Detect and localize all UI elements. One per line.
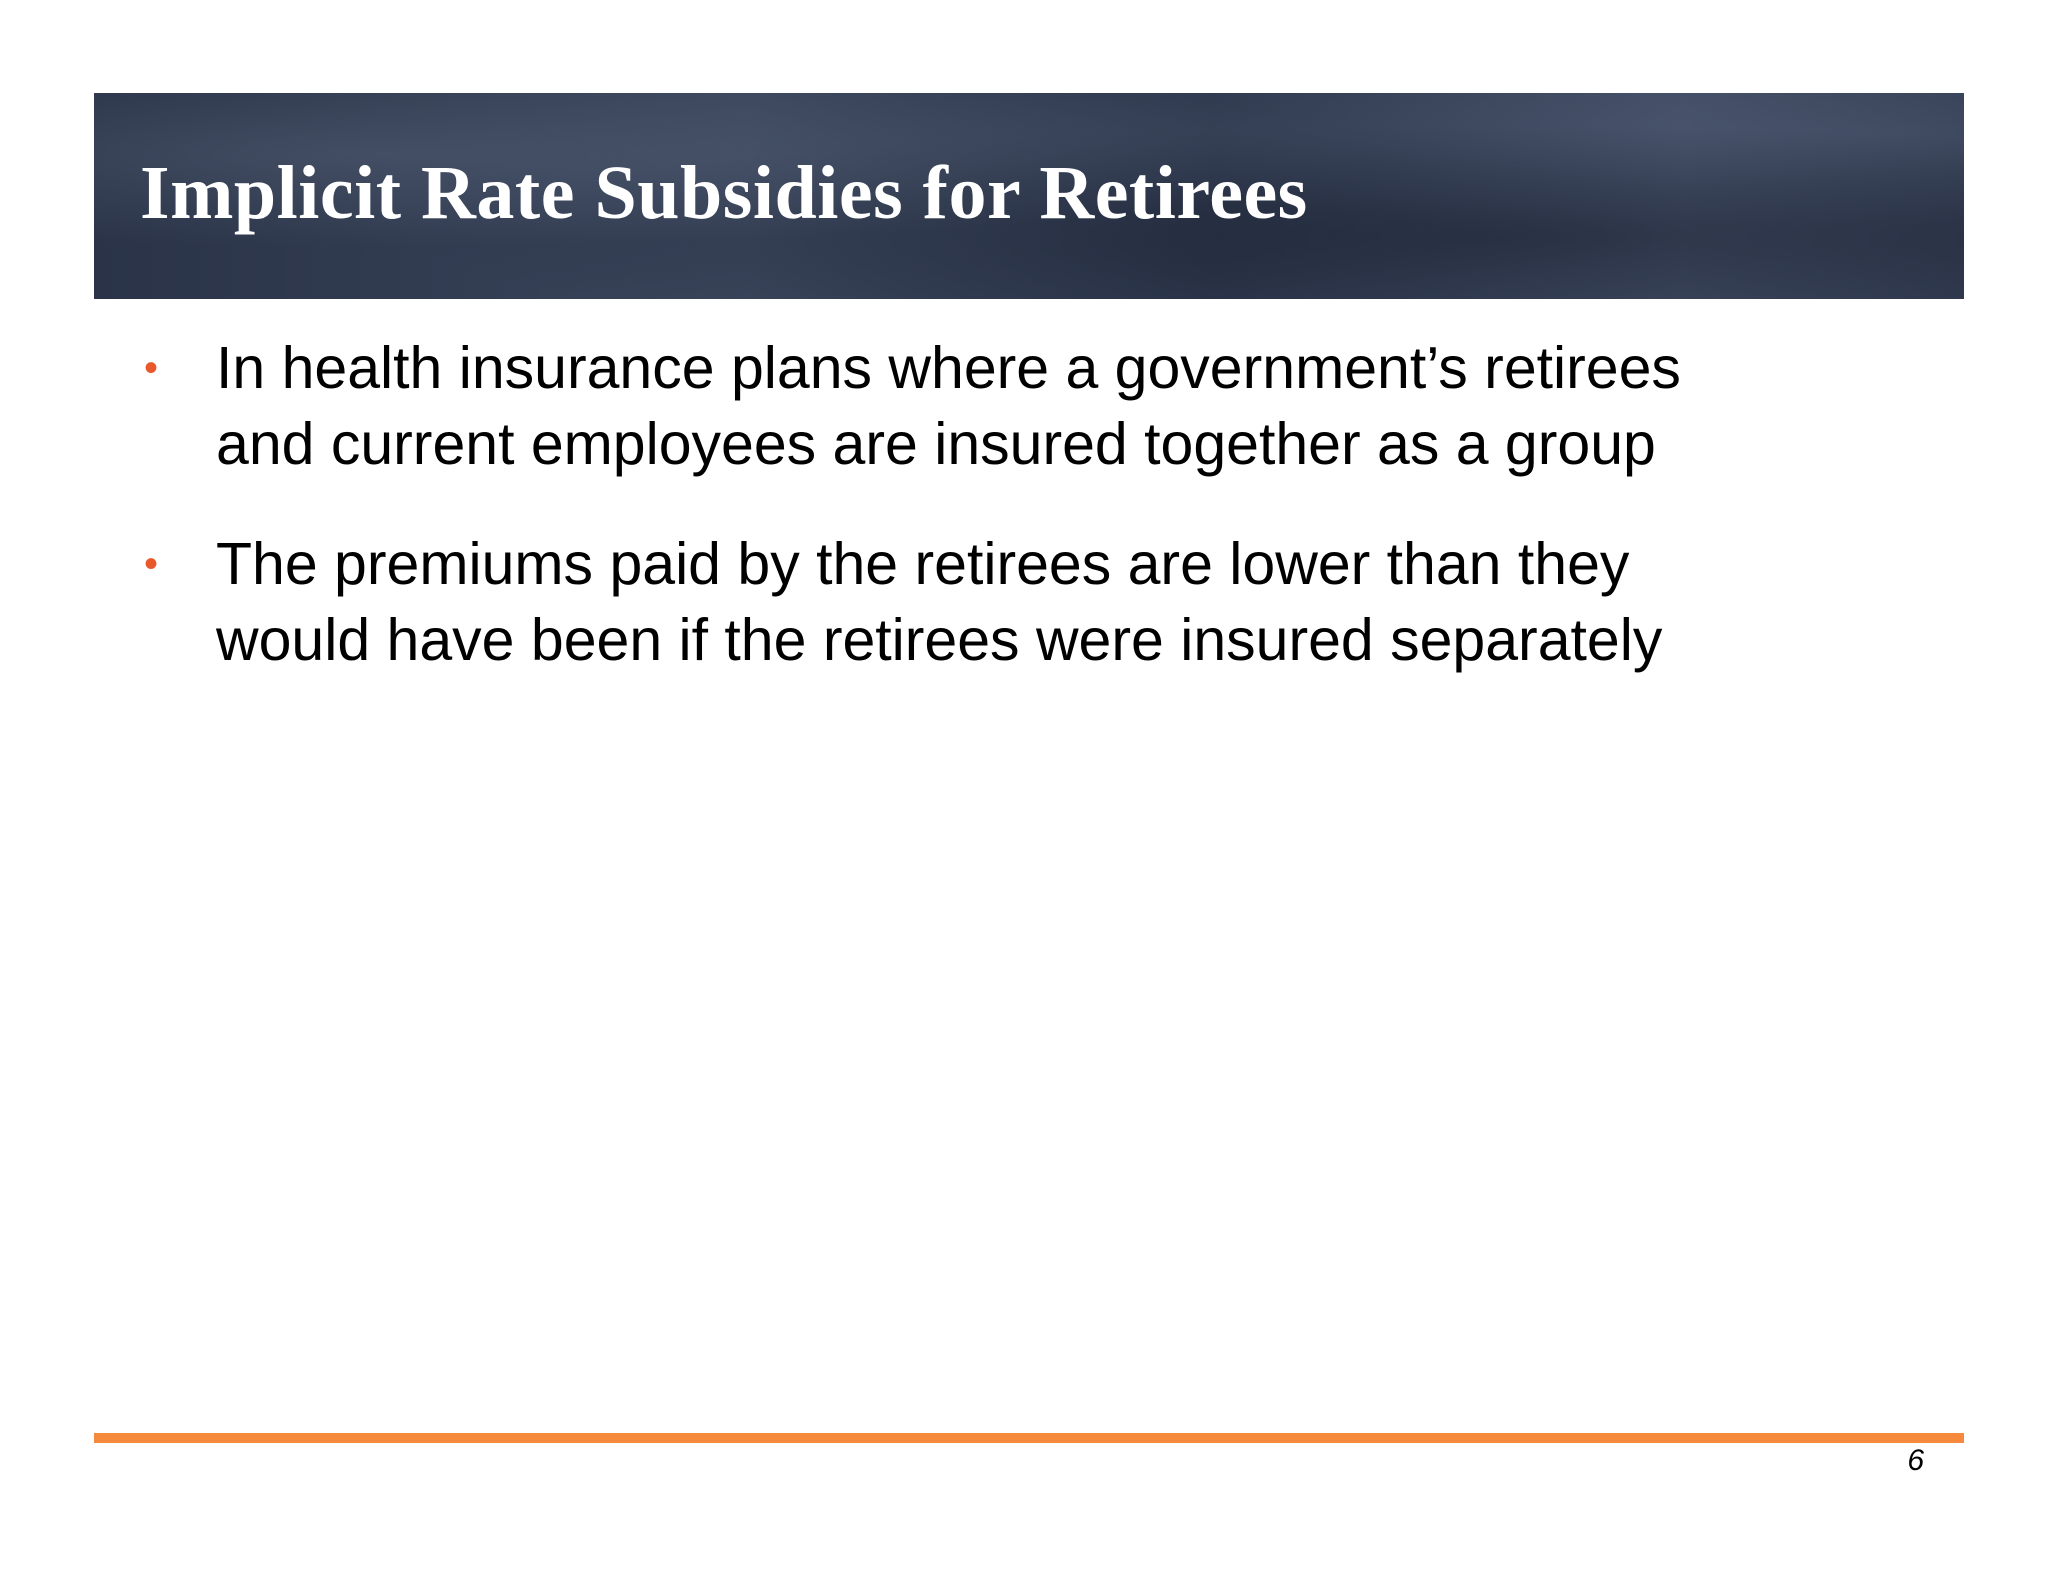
bullet-text-line: and current employees are insured together as a group (216, 411, 1656, 477)
footer-divider (94, 1433, 1964, 1443)
bullet-text-line: would have been if the retirees were insured separately (216, 607, 1663, 673)
bullet-text (216, 526, 1840, 678)
bullet-item (140, 526, 1840, 678)
bullet-text-line: In health insurance plans where a government’s retirees (216, 335, 1681, 401)
bullet-marker-icon: • (144, 346, 159, 390)
bullet-text (216, 330, 1840, 482)
page-number: 6 (1907, 1444, 1924, 1477)
slide-title: Implicit Rate Subsidies for Retirees (140, 151, 1308, 235)
bullet-item (140, 330, 1840, 482)
bullet-list (140, 330, 1840, 722)
bullet-marker-icon: • (144, 542, 159, 586)
bullet-text-line: The premiums paid by the retirees are lower than they (216, 531, 1630, 597)
title-banner (94, 93, 1964, 299)
